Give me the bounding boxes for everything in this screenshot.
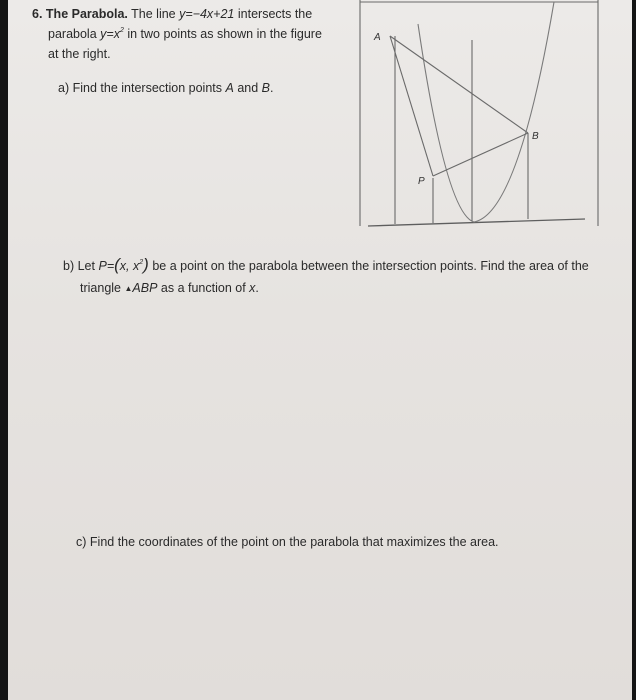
part-a-label: a) [58,81,70,95]
part-b-label: b) [63,259,75,273]
point-a-label: A [374,32,381,43]
point-p-definition: P=(x, $x^2$) [98,255,149,274]
part-c-label: c) [76,535,87,549]
part-b-question-line-1: b) Let P=(x, $x^2$) be a point on the parabola between the intersection points. Find the area of the [63,255,589,274]
line-ab [390,36,528,133]
parabola-equation: $y=x^2$ [100,27,124,41]
problem-title: The Parabola. [45,7,128,21]
point-b-label: B [532,131,539,142]
x-axis [368,219,585,226]
segment-ap [390,36,433,176]
part-a-question: a) Find the intersection points A and B. [58,81,274,95]
problem-text: parabola [48,27,97,41]
triangle-abp: ▲ABP [124,281,158,295]
parabola-curve [418,2,554,222]
problem-line-3: at the right. [48,47,111,61]
part-c-question: c) Find the coordinates of the point on the parabola that maximizes the area. [76,535,499,549]
problem-text: intersects the [237,7,313,21]
problem-text: The line [131,7,176,21]
point-p-label: P [418,176,425,187]
problem-text: in two points as shown in the figure [127,27,322,41]
part-b-question-line-2: triangle ▲ABP as a function of x. [80,281,259,295]
line-equation: y=−4x+21 [179,7,235,21]
parabola-figure [8,0,632,700]
problem-number: 6. [32,7,43,21]
worksheet-page [8,0,632,700]
